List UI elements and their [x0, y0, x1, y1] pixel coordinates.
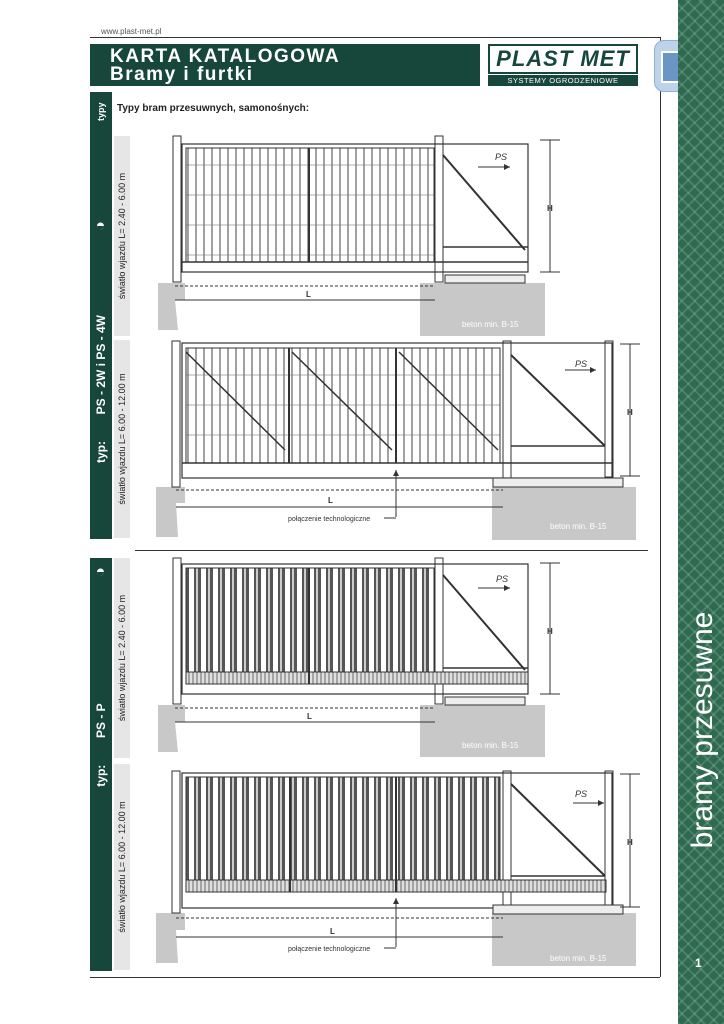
drawing3-ps-label: PS [496, 574, 509, 584]
drawing-ps2w-short [158, 136, 560, 336]
drawing1-ps-label: PS [495, 152, 508, 162]
foundation-right [492, 487, 636, 540]
drawing4-l-label: L [330, 927, 335, 936]
drawing3-h-label: H [547, 627, 553, 636]
section2-type-name: PS - P [94, 703, 108, 739]
drawing3-concrete-label: beton min. B-15 [462, 741, 519, 750]
side-title: bramy przesuwne [686, 611, 719, 849]
section2-arrow-icon: ◑ [92, 567, 109, 577]
drawing-psp-short [158, 558, 560, 757]
drawing1-l-label: L [306, 290, 311, 299]
logo-name: PLAST MET [488, 44, 638, 74]
catalog-title: KARTA KATALOGOWA [110, 46, 341, 67]
section1-range-long: światło wjazdu L= 6.00 - 12.00 m [117, 373, 127, 505]
section1-subtitle: Typy bram przesuwnych, samonośnych: [117, 103, 310, 114]
foundation-left [156, 487, 185, 537]
page-number: 1 [695, 956, 702, 970]
section1-arrow-icon: ◑ [92, 221, 109, 231]
drawing2-joint-label: połączenie technologiczne [288, 516, 371, 523]
catalog-subtitle: Bramy i furtki [110, 64, 254, 85]
foundation-left [158, 705, 185, 752]
website-url: www.plast-met.pl [101, 27, 162, 36]
drawing-psp-long [156, 771, 640, 966]
section1-type-prefix: typ: [94, 441, 108, 464]
logo-tagline: SYSTEMY OGRODZENIOWE [488, 75, 638, 86]
section2-type-prefix: typ: [94, 764, 108, 787]
drawing2-ps-label: PS [575, 359, 588, 369]
drawing2-l-label: L [328, 496, 333, 505]
drawing-ps4w-long [156, 341, 640, 540]
drawing4-joint-label: połączenie technologiczne [288, 946, 371, 953]
section1-range-short: światło wjazdu L= 2.40 - 6.00 m [117, 172, 127, 300]
section1-type-name: PS - 2W i PS - 4W [94, 314, 108, 415]
drawing4-h-label: H [627, 838, 633, 847]
drawing2-concrete-label: beton min. B-15 [550, 522, 607, 531]
foundation-left [156, 913, 185, 963]
drawing3-l-label: L [307, 712, 312, 721]
section2-range-long: światło wjazdu L= 6.00 - 12.00 m [117, 801, 127, 933]
drawing4-ps-label: PS [575, 789, 588, 799]
foundation-left [158, 283, 185, 330]
section1-tab: typy [96, 102, 106, 121]
drawing1-concrete-label: beton min. B-15 [462, 320, 519, 329]
drawing1-h-label: H [547, 204, 553, 213]
drawing4-concrete-label: beton min. B-15 [550, 954, 607, 963]
drawing2-h-label: H [627, 408, 633, 417]
section2-range-short: światło wjazdu L= 2.40 - 6.00 m [117, 594, 127, 722]
